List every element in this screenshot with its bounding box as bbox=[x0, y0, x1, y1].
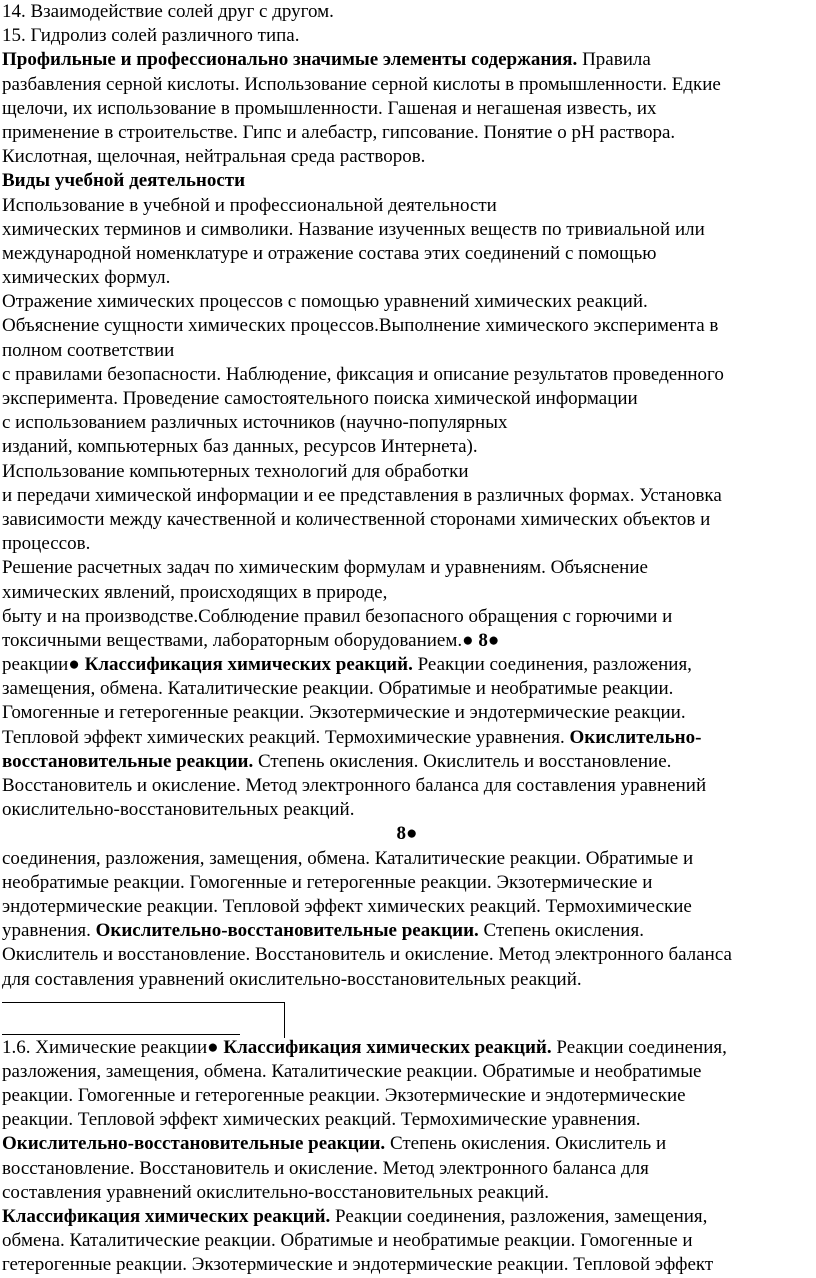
text-line bbox=[2, 460, 812, 484]
text-run: полном соответствии bbox=[2, 339, 175, 361]
text-line bbox=[2, 218, 812, 242]
text-run: соединения, разложения, замещения, обмена. Каталитические реакции. Обратимые и bbox=[2, 847, 694, 869]
text-run: 15. Гидролиз солей различного типа. bbox=[2, 25, 300, 47]
text-run: Реакции соединения, разложения, bbox=[412, 654, 692, 676]
text-line bbox=[2, 339, 812, 363]
text-line bbox=[2, 532, 812, 556]
text-line bbox=[2, 1132, 812, 1156]
text-run: Восстановитель и окисление. Метод электронного баланса для составления уравнений bbox=[2, 775, 707, 796]
text-run: составления уравнений окислительно-восстановительных реакций. bbox=[2, 1181, 549, 1203]
bold-text-run: ● Классификация химических реакций. bbox=[207, 1036, 552, 1058]
text-run: применение в строительстве. Гипс и алебастр, гипсование. Понятие о pH раствора. bbox=[2, 121, 676, 143]
text-run: Отражение химических процессов с помощью уравнений химических реакций. bbox=[2, 291, 648, 313]
text-line bbox=[2, 822, 812, 846]
text-run: токсичными веществами, лабораторным оборудованием. bbox=[2, 629, 463, 651]
text-run: Использование в учебной и профессиональной деятельности bbox=[2, 194, 497, 216]
text-line bbox=[2, 847, 812, 871]
text-run: международной номенклатуре и отражение состава этих соединений с помощью bbox=[2, 242, 657, 264]
text-run: необратимые реакции. Гомогенные и гетерогенные реакции. Экзотермические и bbox=[2, 871, 653, 893]
text-line bbox=[2, 1181, 812, 1205]
separator-line bbox=[284, 1002, 285, 1038]
text-run: химических терминов и символики. Название изученных веществ по тривиальной или bbox=[2, 218, 705, 240]
text-line bbox=[2, 387, 812, 411]
text-line bbox=[2, 411, 812, 435]
text-run: Степень окисления. bbox=[478, 920, 644, 942]
text-line bbox=[2, 798, 812, 822]
text-run: гетерогенные реакции. Экзотермические и эндотермические реакции. Тепловой эффект bbox=[2, 1254, 714, 1276]
text-line bbox=[2, 919, 812, 943]
text-line bbox=[2, 1036, 812, 1060]
text-line bbox=[2, 605, 812, 629]
text-run: уравнения. bbox=[2, 920, 96, 942]
text-run: с правилами безопасности. Наблюдение, фиксация и описание результатов проведенного bbox=[2, 363, 724, 385]
text-run: Окислитель и восстановление. Восстановитель и окисление. Метод электронного баланса bbox=[2, 944, 732, 966]
text-run: Решение расчетных задач по химическим формулам и уравнениям. Объяснение bbox=[2, 557, 648, 579]
text-run: с использованием различных источников (научно-популярных bbox=[2, 412, 508, 434]
text-line bbox=[2, 581, 812, 605]
text-run: восстановление. Восстановитель и окисление. Метод электронного баланса для bbox=[2, 1157, 649, 1179]
bold-text-run: Окислительно-восстановительные реакции. bbox=[95, 920, 479, 942]
text-line bbox=[2, 701, 812, 725]
text-run: Кислотная, щелочная, нейтральная среда растворов. bbox=[2, 146, 426, 168]
text-line bbox=[2, 629, 812, 653]
text-run: Тепловой эффект химических реакций. Термохимические уравнения. bbox=[2, 726, 570, 748]
text-line bbox=[2, 1229, 812, 1253]
bold-text-run: Окислительно-восстановительные реакции. bbox=[2, 1133, 386, 1155]
bold-text-run: ● 8● bbox=[462, 629, 500, 651]
text-line bbox=[2, 121, 812, 145]
text-line bbox=[2, 169, 812, 193]
text-line bbox=[2, 145, 812, 169]
bold-text-run: Окислительно- bbox=[569, 726, 702, 748]
text-run: и передачи химической информации и ее представления в различных формах. Установка bbox=[2, 484, 722, 506]
text-run: эндотермические реакции. Тепловой эффект химических реакций. Термохимические bbox=[2, 895, 692, 917]
text-run: химических явлений, происходящих в природе, bbox=[2, 581, 388, 603]
text-run: Реакции соединения, разложения, замещения, bbox=[330, 1206, 708, 1227]
text-line bbox=[2, 726, 812, 750]
text-line bbox=[2, 24, 812, 48]
text-run: реакции bbox=[2, 654, 69, 676]
text-run: химических формул. bbox=[2, 267, 171, 289]
text-run: для составления уравнений окислительно-восстановительных реакций. bbox=[2, 968, 582, 990]
text-line bbox=[2, 266, 812, 290]
text-line bbox=[2, 943, 812, 967]
text-run: процессов. bbox=[2, 533, 91, 555]
separator-line bbox=[2, 1002, 284, 1003]
text-line bbox=[2, 1157, 812, 1181]
bold-text-run: Профильные и профессионально значимые элементы содержания. bbox=[2, 49, 578, 71]
text-run: Степень окисления. Окислитель и восстановление. bbox=[253, 750, 672, 772]
text-line bbox=[2, 556, 812, 580]
text-line bbox=[2, 1084, 812, 1108]
bold-text-run: ● Классификация химических реакций. bbox=[68, 654, 413, 676]
bold-text-run: Виды учебной деятельности bbox=[2, 170, 246, 192]
text-run: Гомогенные и гетерогенные реакции. Экзотермические и эндотермические реакции. bbox=[2, 702, 686, 724]
text-run: разложения, замещения, обмена. Каталитические реакции. Обратимые и необратимые bbox=[2, 1060, 702, 1082]
text-run: быту и на производстве.Соблюдение правил безопасного обращения с горючими и bbox=[2, 605, 673, 627]
text-line bbox=[2, 677, 812, 701]
text-line bbox=[2, 774, 812, 798]
footnote-separator bbox=[2, 992, 812, 1036]
text-run: Использование компьютерных технологий для обработки bbox=[2, 460, 469, 482]
text-line bbox=[2, 1253, 812, 1277]
text-run: обмена. Каталитические реакции. Обратимые и необратимые реакции. Гомогенные и bbox=[2, 1230, 693, 1252]
text-line bbox=[2, 290, 812, 314]
text-line bbox=[2, 895, 812, 919]
text-line bbox=[2, 1205, 812, 1229]
text-line bbox=[2, 48, 812, 72]
text-run: щелочи, их использование в промышленности. Гашеная и негашеная известь, их bbox=[2, 97, 657, 119]
text-line bbox=[2, 750, 812, 774]
text-line bbox=[2, 435, 812, 459]
text-line bbox=[2, 653, 812, 677]
text-line bbox=[2, 363, 812, 387]
text-line bbox=[2, 1108, 812, 1132]
bold-text-run: восстановительные реакции. bbox=[2, 750, 254, 772]
text-line bbox=[2, 484, 812, 508]
text-run: 14. Взаимодействие солей друг с другом. bbox=[2, 1, 334, 22]
text-run: реакции. Тепловой эффект химических реакций. Термохимические уравнения. bbox=[2, 1109, 641, 1131]
text-line bbox=[2, 314, 812, 338]
text-line bbox=[2, 242, 812, 266]
text-run: окислительно-восстановительных реакций. bbox=[2, 799, 355, 821]
text-run: Правила bbox=[577, 49, 651, 71]
bold-text-run: Классификация химических реакций. bbox=[2, 1206, 331, 1227]
text-run: изданий, компьютерных баз данных, ресурсов Интернета). bbox=[2, 436, 478, 458]
text-line bbox=[2, 968, 812, 992]
text-run: Объяснение сущности химических процессов.Выполнение химического эксперимента в bbox=[2, 315, 719, 337]
bold-text-run: 8● bbox=[396, 823, 418, 845]
separator-line bbox=[2, 1034, 240, 1035]
text-line bbox=[2, 73, 812, 97]
text-run: 1.6. Химические реакции bbox=[2, 1036, 208, 1058]
text-line bbox=[2, 97, 812, 121]
text-run: разбавления серной кислоты. Использование серной кислоты в промышленности. Едкие bbox=[2, 73, 721, 95]
text-run: эксперимента. Проведение самостоятельного поиска химической информации bbox=[2, 388, 638, 409]
text-run: Реакции соединения, bbox=[551, 1036, 727, 1058]
document-body bbox=[2, 0, 812, 1278]
text-line bbox=[2, 508, 812, 532]
text-run: Степень окисления. Окислитель и bbox=[385, 1133, 667, 1155]
text-line bbox=[2, 194, 812, 218]
text-line bbox=[2, 1060, 812, 1084]
text-line bbox=[2, 0, 812, 24]
text-run: замещения, обмена. Каталитические реакции. Обратимые и необратимые реакции. bbox=[2, 678, 674, 700]
text-line bbox=[2, 871, 812, 895]
text-run: реакции. Гомогенные и гетерогенные реакции. Экзотермические и эндотермические bbox=[2, 1085, 686, 1107]
text-run: зависимости между качественной и количественной сторонами химических объектов и bbox=[2, 508, 711, 530]
